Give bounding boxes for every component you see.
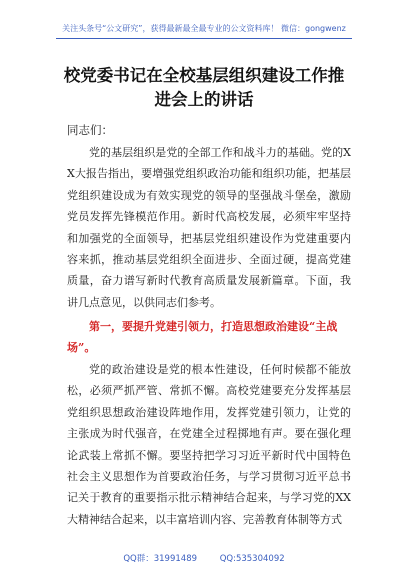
page-footer — [0, 553, 408, 565]
salutation: 同志们： — [67, 123, 113, 137]
footer-qq: QQ:535304092 — [219, 554, 285, 564]
body-paragraph-1: 党的基层组织是党的全部工作和战斗力的基础。党的XX大报告指出，要增强党组织政治功能和组织功能，把基层党组织建设成为有效实现党的领导的坚强战斗堡垒，激励党员发挥先锋模范作用。新时代高校发展，必须牢牢坚持和加强党的全面领导，把基层党组织建设作为党建重要内容来抓，推动基层党组织全面进步、全面过硬，提高党建质量，奋力谱写新时代教育高质量发展新篇章。下面，我讲几点意见，以供同志们参考。 — [67, 146, 351, 309]
document-title: 校党委书记在全校基层组织建设工作推进会上的讲话 — [63, 66, 345, 109]
section-heading-1: 第一，要提升党建引领力，打造思想政治建设“主战场”。 — [67, 320, 338, 355]
header-banner-link[interactable]: 关注头条号“公文研究”，获得最新最全最专业的公文资料库！ 微信：gongwenz — [56, 22, 352, 39]
body-paragraph-2: 党的政治建设是党的根本性建设，任何时候都不能放松，必须严抓严管、常抓不懈。高校党建要充分发挥基层党组织思想政治建设阵地作用，发挥党建引领力，让党的主张成为时代强音，在党建全过程掷地有声。要在强化理论武装上常抓不懈。要坚持把学习习近平新时代中国特色社会主义思想作为首要政治任务，与学习贯彻习近平总书记关于教育的重要指示批示精神结合起来，与学习党的XX大精神结合起来，以丰富培训内容、完善教育体制等方式 — [67, 363, 351, 526]
footer-qq-group: QQ群：31991489 — [123, 554, 198, 564]
